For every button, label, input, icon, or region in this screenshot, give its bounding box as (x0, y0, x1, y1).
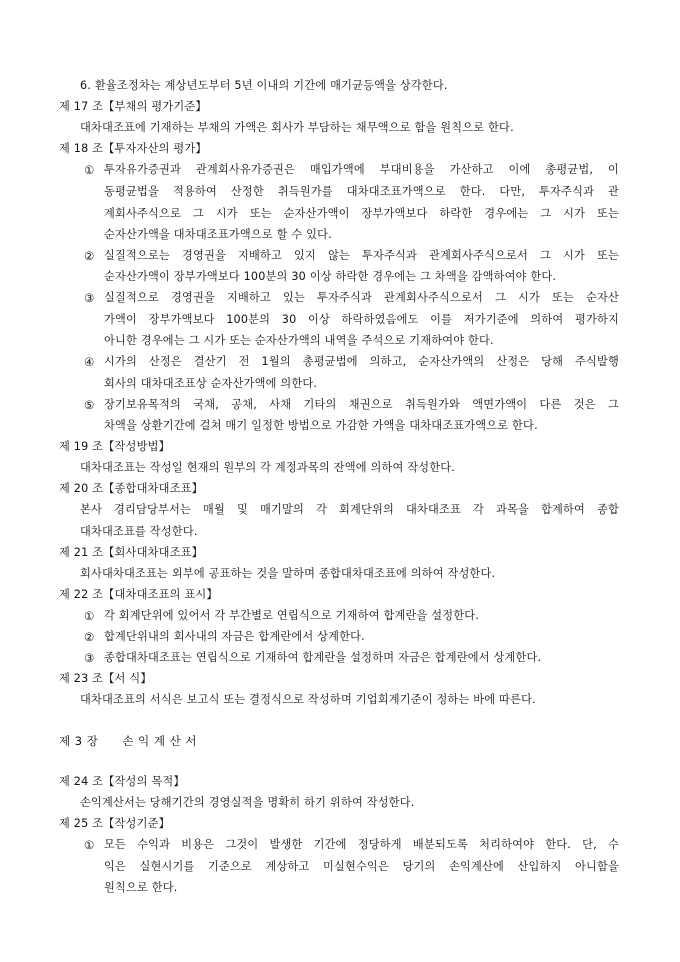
article-24-heading: 제 24 조【작성의 목적】 (59, 775, 185, 788)
article-18-item-3-line-2: 가액이 장부가액보다 100분의 30 이상 하락하였음에도 이를 저가기준에 의하여 평가하지 (104, 313, 619, 326)
article-18-item-4-line-1: 시가의 산정은 결산기 전 1월의 총평균법에 의하고, 순자산가액의 산정은 당해 주식발행 (104, 355, 619, 368)
item-number: ③ (84, 291, 95, 305)
item-number: ② (84, 630, 95, 644)
article-23-body: 대차대조표의 서식은 보고식 또는 결정식으로 작성하며 기업회계기준이 정하는 바에 따른다. (80, 693, 536, 706)
item-number: ④ (84, 355, 95, 369)
article-22-item-1: 각 회계단위에 있어서 각 부간별로 연립식으로 기재하여 합계란을 설정한다. (104, 609, 480, 622)
item-number: ① (84, 838, 95, 852)
article-22-heading: 제 22 조【대차대조표의 표시】 (59, 588, 218, 601)
article-25-heading: 제 25 조【작성기준】 (59, 817, 170, 830)
article-25-item-1-line-3: 원칙으로 한다. (104, 881, 178, 894)
article-18-heading: 제 18 조【투자자산의 평가】 (59, 142, 207, 155)
article-18-item-1-line-2: 동평균법을 적용하여 산정한 취득원가를 대차대조표가액으로 한다. 다만, 투자주식과 관 (104, 185, 619, 198)
article-25-item-1-line-1: 모든 수익과 비용은 그것이 발생한 기간에 정당하게 배분되도록 처리하여야 한다. 단, 수 (104, 838, 619, 851)
article-19-heading: 제 19 조【작성방법】 (59, 440, 170, 453)
chapter-number: 제 3 장 (59, 734, 99, 748)
chapter-title: 손 익 계 산 서 (122, 734, 198, 748)
article-20-body-line-2: 대차대조표를 작성한다. (80, 525, 198, 538)
clause-6-text: 6. 환율조정차는 계상년도부터 5년 이내의 기간에 매기균등액을 상각한다. (80, 79, 448, 92)
item-number: ① (84, 609, 95, 623)
article-23-heading: 제 23 조【서 식】 (59, 672, 152, 685)
article-18-item-5-line-1: 장기보유목적의 국채, 공채, 사채 기타의 채권으로 취득원가와 액면가액이 다른 것은 그 (104, 398, 619, 411)
article-18-item-3-line-3: 아니한 경우에는 그 시가 또는 순자산가액의 내역을 주석으로 기재하여야 한다. (104, 334, 494, 347)
article-18-item-1-line-4: 순자산가액을 대차대조표가액으로 할 수 있다. (104, 228, 332, 241)
article-18-item-2-line-2: 순자산가액이 장부가액보다 100분의 30 이상 하락한 경우에는 그 차액을 감액하여야 한다. (104, 270, 557, 283)
article-21-heading: 제 21 조【회사대차대조표】 (59, 546, 203, 559)
article-19-body: 대차대조표는 작성일 현재의 원부의 각 계정과목의 잔액에 의하여 작성한다. (80, 461, 456, 474)
article-18-item-1-line-3: 계회사주식으로 그 시가 또는 순자산가액이 장부가액보다 하락한 경우에는 그 시가 또는 (104, 207, 619, 220)
article-17-heading: 제 17 조【부채의 평가기준】 (59, 100, 207, 113)
item-number: ① (84, 163, 95, 177)
article-24-body: 손익계산서는 당해기간의 경영실적을 명확히 하기 위하여 작성한다. (80, 796, 415, 809)
item-number: ② (84, 249, 95, 263)
item-number: ③ (84, 651, 95, 665)
article-18-item-3-line-1: 실질적으로 경영권을 지배하고 있는 투자주식과 관계회사주식으로서 그 시가 또는 순자산 (104, 291, 619, 304)
article-22-item-3: 종합대차대조표는 연립식으로 기재하여 합계란을 설정하며 자금은 합계란에서 상계한다. (104, 651, 542, 664)
article-21-body: 회사대차대조표는 외부에 공표하는 것을 말하며 종합대차대조표에 의하여 작성한다. (80, 567, 496, 580)
article-25-item-1-line-2: 익은 실현시기를 기준으로 계상하고 미실현수익은 당기의 손익계산에 산입하지 아니함을 (104, 860, 619, 873)
chapter-3-heading (59, 734, 197, 748)
article-22-item-2: 합계단위내의 회사내의 자금은 합계란에서 상계한다. (104, 630, 365, 643)
article-18-item-4-line-2: 회사의 대차대조표상 순자산가액에 의한다. (104, 377, 318, 390)
article-20-heading: 제 20 조【종합대차대조표】 (59, 482, 203, 495)
article-18-item-5-line-2: 차액을 상환기간에 걸쳐 매기 일정한 방법으로 가감한 가액을 대차대조표가액으로 한다. (104, 419, 538, 432)
article-17-body: 대차대조표에 기재하는 부채의 가액은 회사가 부담하는 채무액으로 함을 원칙으로 한다. (80, 121, 514, 134)
article-20-body-line-1: 본사 경리담당부서는 매월 및 매기말의 각 회계단위의 대차대조표 각 과목을 합계하여 종합 (80, 503, 619, 516)
item-number: ⑤ (84, 398, 95, 412)
article-18-item-1-line-1: 투자유가증권과 관계회사유가증권은 매입가액에 부대비용을 가산하고 이에 총평균법, 이 (104, 163, 619, 176)
article-18-item-2-line-1: 실질적으로는 경영권을 지배하고 있지 않는 투자주식과 관계회사주식으로서 그 시가 또는 (104, 249, 619, 262)
